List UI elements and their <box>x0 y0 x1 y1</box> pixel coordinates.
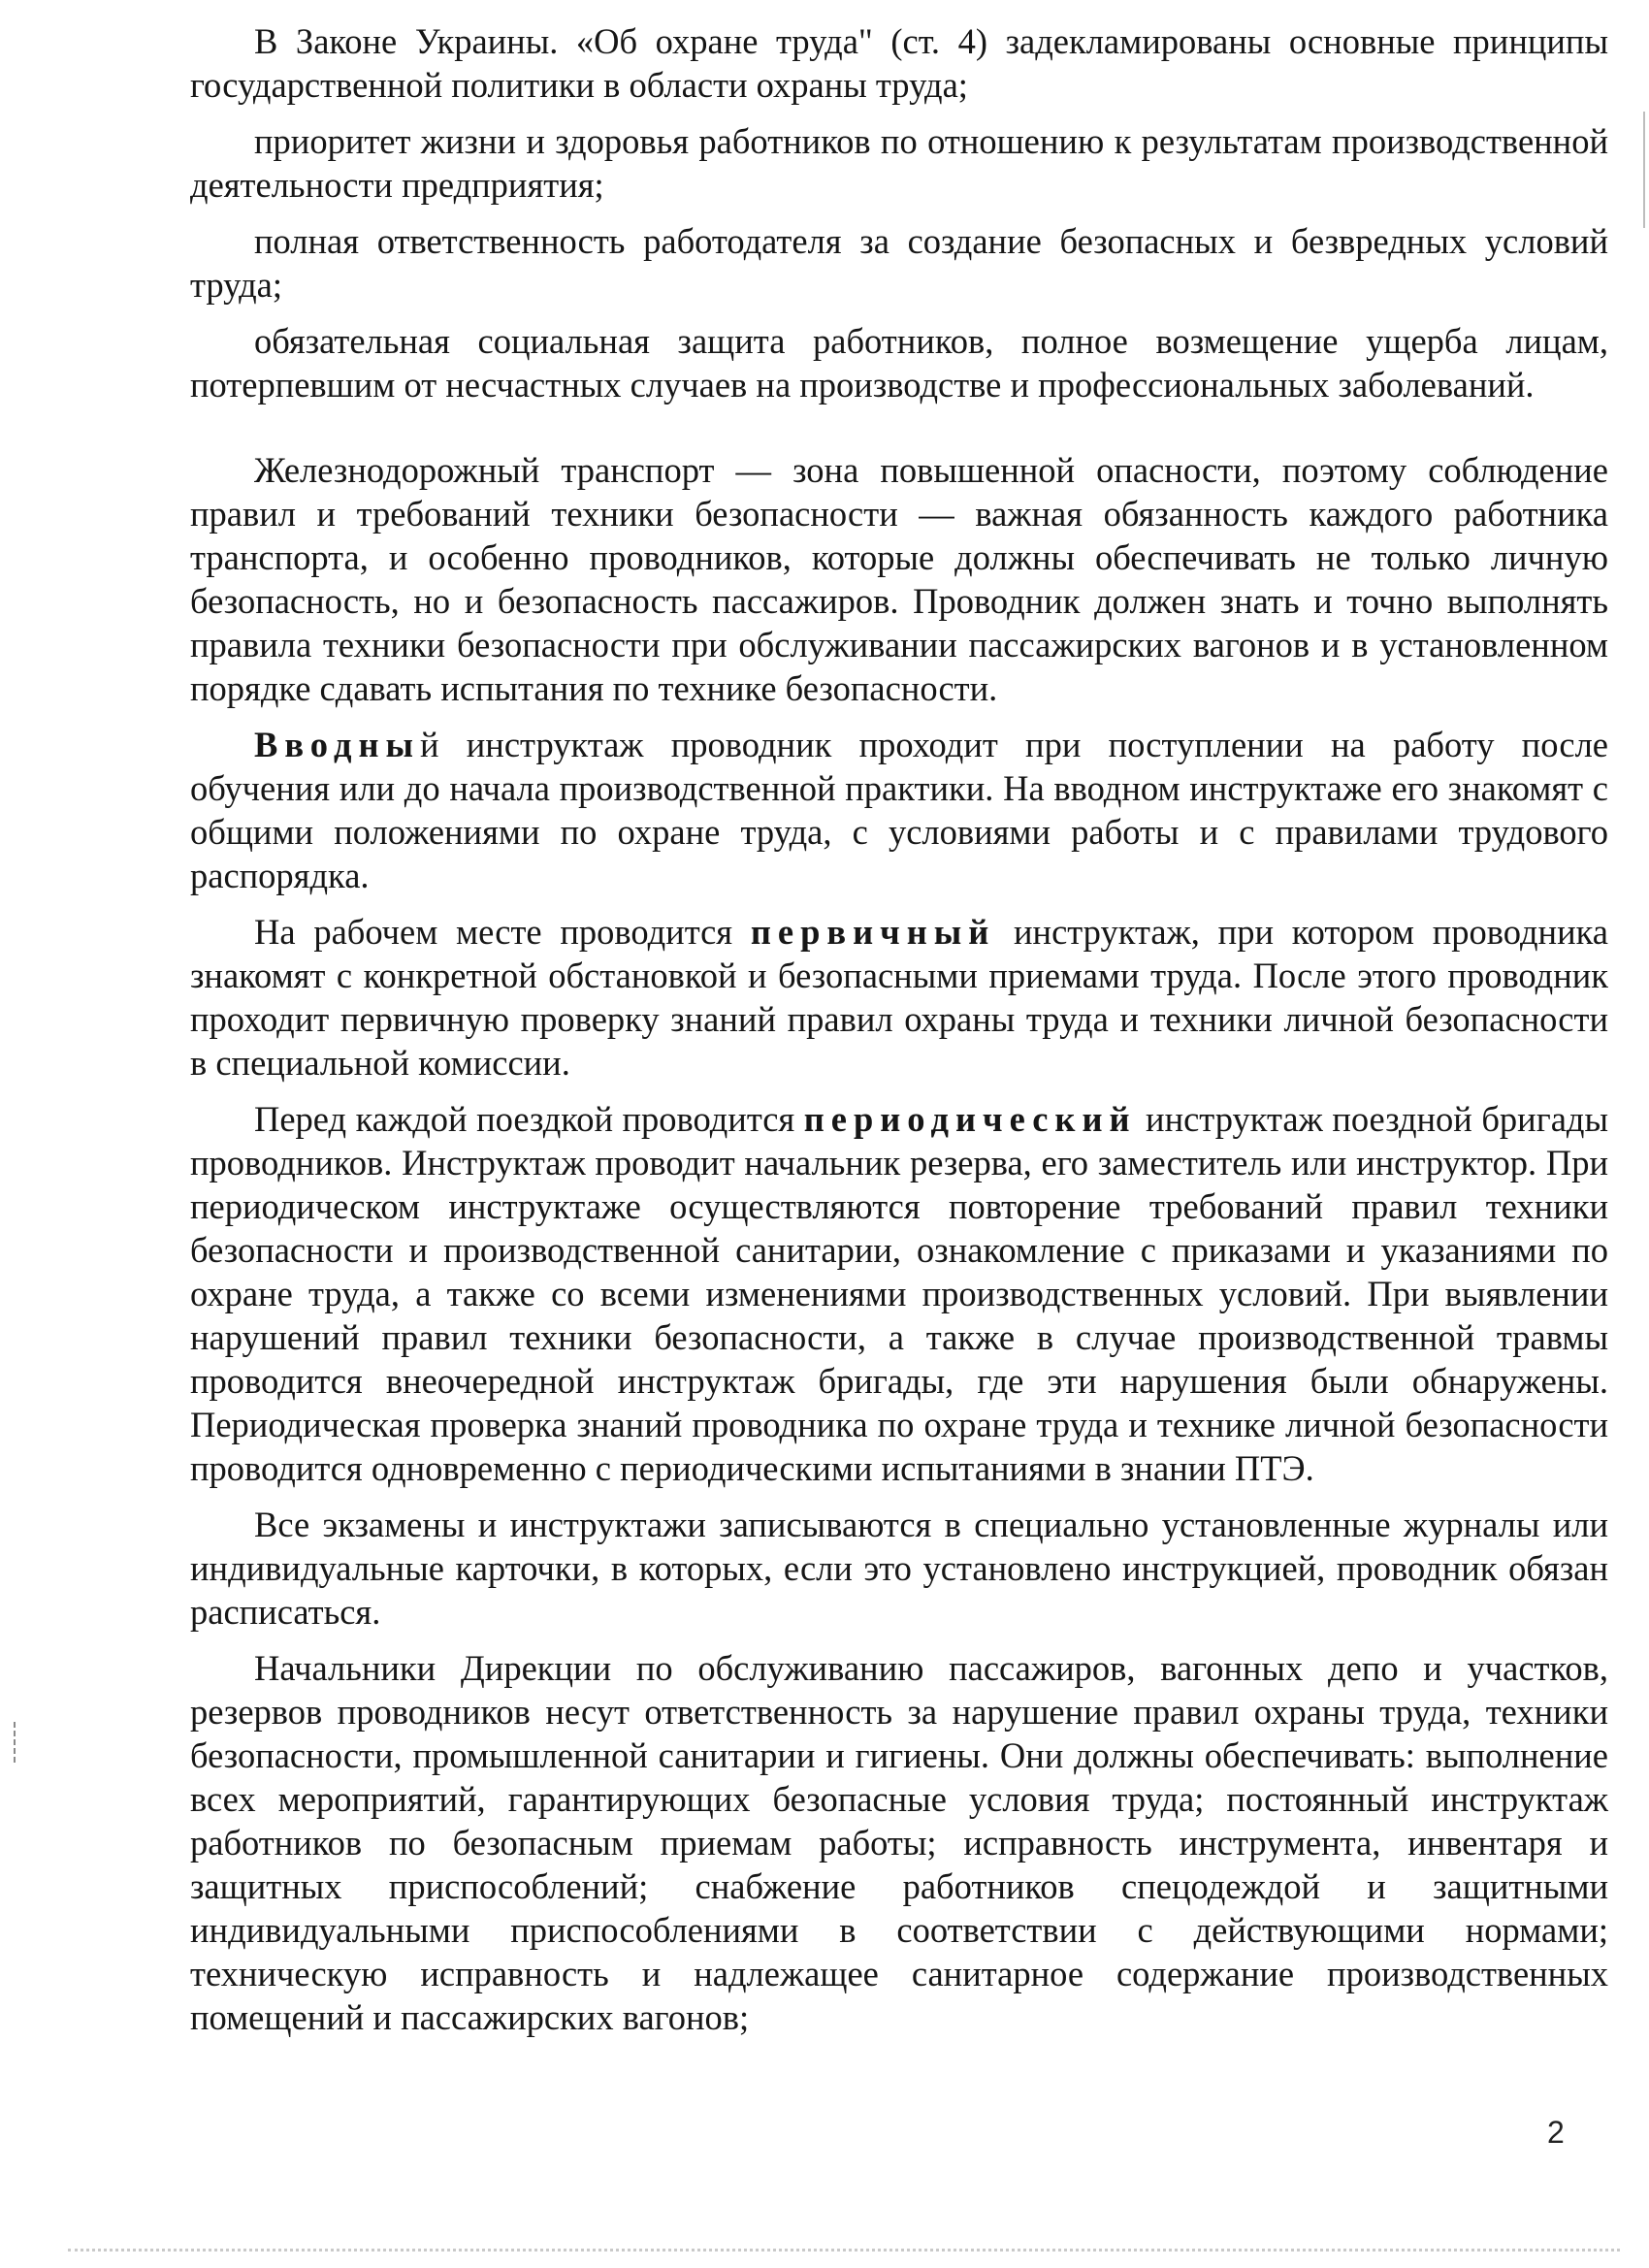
paragraph-text: инструктаж, при котором проводника знакомят с конкретной обстановкой и безопасными приемами труда. После этого проводник проходит первичную проверку знаний правил охраны труда и техники личной безопасности в специальной комиссии. <box>190 912 1608 1083</box>
page-number: 2 <box>1547 2115 1565 2150</box>
scan-margin-mark <box>14 1722 18 1763</box>
emphasis-term: периодический <box>803 1099 1137 1139</box>
paragraph-text: На рабочем месте проводится <box>254 912 751 952</box>
paragraph: приоритет жизни и здоровья работников по отношению к результатам производственной деятельности предприятия; <box>190 121 1608 205</box>
emphasis-term: первичный <box>750 912 996 952</box>
paragraph-text: Перед каждой поездкой проводится <box>254 1099 804 1139</box>
paragraph-text: инструктаж поездной бригады проводников. Инструктаж проводит начальник резерва, его заместитель или инструктор. При периодическом инструктаже осуществляются повторение требований правил техники безопасности и производственной санитарии, ознакомление с приказами и указаниями по охране труда, а также со всеми изменениями производственных условий. При выявлении нарушений правил техники безопасности, а также в случае производственной травмы проводится внеочередной инструктаж бригады, где эти нарушения были обнаружены. Периодическая проверка знаний проводника по охране труда и технике личной безопасности проводится одновременно с периодическими испытаниями в знании ПТЭ. <box>190 1099 1608 1488</box>
paragraph-text: инструктаж проводник проходит при поступлении на работу после обучения или до начала производственной практики. На вводном инструктаже его знакомят с общими положениями по охране труда, с условиями работы и с правилами трудового распорядка. <box>190 725 1608 895</box>
paragraph: Железнодорожный транспорт — зона повышенной опасности, поэтому соблюдение правил и требований техники безопасности — важная обязанность каждого работника транспорта, и особенно проводников, которые должны обеспечивать не только личную безопасность, но и безопасность пассажиров. Проводник должен знать и точно выполнять правила техники безопасности при обслуживании пассажирских вагонов и в установленном порядке сдавать испытания по технике безопасности. <box>190 450 1608 708</box>
paragraph-introductory-briefing <box>190 723 1608 897</box>
paragraph: В Законе Украины. «Об охране труда" (ст. 4) задекламированы основные принципы государственной политики в области охраны труда; <box>190 21 1608 105</box>
scan-margin-line <box>1643 112 1645 228</box>
paragraph: обязательная социальная защита работников, полное возмещение ущерба лицам, потерпевшим от несчастных случаев на производстве и профессиональных заболеваний. <box>190 321 1608 405</box>
paragraph-text: й <box>420 725 439 764</box>
principles-section <box>190 19 1608 419</box>
paragraph: Начальники Дирекции по обслуживанию пассажиров, вагонных депо и участков, резервов проводников несут ответственность за нарушение правил охраны труда, техники безопасности, промышленной санитарии и гигиены. Они должны обеспечивать: выполнение всех мероприятий, гарантирующих безопасные условия труда; постоянный инструктаж работников по безопасным приемам работы; исправность инструмента, инвентаря и защитных приспособлений; снабжение работников спецодеждой и защитными индивидуальными приспособлениями в соответствии с действующими нормами; техническую исправность и надлежащее санитарное содержание производственных помещений и пассажирских вагонов; <box>190 1648 1608 2037</box>
paragraph: полная ответственность работодателя за создание безопасных и безвредных условий труда; <box>190 221 1608 305</box>
emphasis-term: Вводны <box>254 725 420 764</box>
paragraph: Все экзамены и инструктажи записываются в специально установленные журналы или индивидуальные карточки, в которых, если это установлено инструкцией, проводник обязан расписаться. <box>190 1505 1608 1632</box>
paragraph-primary-briefing <box>190 910 1608 1085</box>
scan-bottom-edge <box>68 2249 1620 2252</box>
safety-section <box>190 448 1608 2052</box>
paragraph-periodic-briefing <box>190 1097 1608 1490</box>
